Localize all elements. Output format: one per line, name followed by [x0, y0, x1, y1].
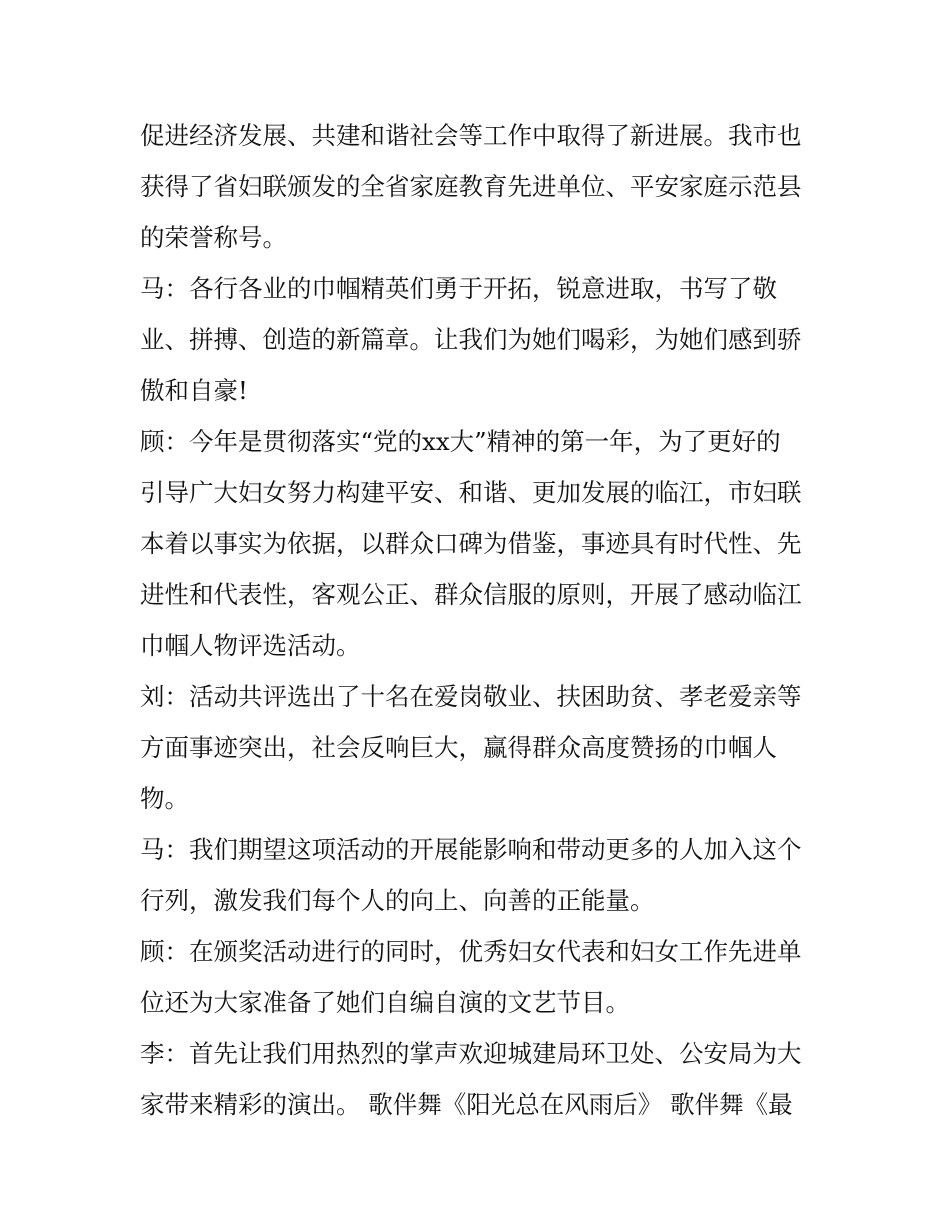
paragraph-6	[140, 926, 815, 1028]
text-line: 马：各行各业的巾帼精英们勇于开拓，锐意进取，书写了敬	[140, 274, 777, 303]
text-line: 傲和自豪!	[140, 376, 248, 405]
paragraph-5	[140, 824, 815, 926]
paragraph-3	[140, 416, 815, 671]
text-line: 促进经济发展、共建和谐社会等工作中取得了新进展。我市也	[140, 121, 802, 150]
paragraph-2	[140, 263, 815, 416]
text-line: 行列，激发我们每个人的向上、向善的正能量。	[140, 886, 655, 915]
text-line: 获得了省妇联颁发的全省家庭教育先进单位、平安家庭示范县	[140, 172, 802, 201]
document-body	[140, 110, 815, 1130]
text-line: 马：我们期望这项活动的开展能影响和带动更多的人加入这个	[140, 835, 802, 864]
text-line: 位还为大家准备了她们自编自演的文艺节目。	[140, 988, 630, 1017]
text-line: 刘：活动共评选出了十名在爱岗敬业、扶困助贫、孝老爱亲等	[140, 682, 802, 711]
text-line: 李：首先让我们用热烈的掌声欢迎城建局环卫处、公安局为大	[140, 1039, 802, 1068]
paragraph-1	[140, 110, 815, 263]
text-line: 方面事迹突出，社会反响巨大，赢得群众高度赞扬的巾帼人	[140, 733, 777, 762]
text-line: 业、拼搏、创造的新篇章。让我们为她们喝彩，为她们感到骄	[140, 325, 802, 354]
text-line: 物。	[140, 784, 189, 813]
text-line: 顾：在颁奖活动进行的同时，优秀妇女代表和妇女工作先进单	[140, 937, 802, 966]
text-line: 巾帼人物评选活动。	[140, 631, 361, 660]
text-line: 的荣誉称号。	[140, 223, 287, 252]
text-line: 家带来精彩的演出。 歌伴舞《阳光总在风雨后》 歌伴舞《最	[140, 1090, 793, 1119]
paragraph-4	[140, 671, 815, 824]
text-line: 进性和代表性，客观公正、群众信服的原则，开展了感动临江	[140, 580, 802, 609]
paragraph-7	[140, 1028, 815, 1130]
text-line: 引导广大妇女努力构建平安、和谐、更加发展的临江，市妇联	[140, 478, 802, 507]
text-line: 本着以事实为依据，以群众口碑为借鉴，事迹具有时代性、先	[140, 529, 802, 558]
text-line: 顾：今年是贯彻落实“党的xx大”精神的第一年，为了更好的	[140, 427, 781, 456]
